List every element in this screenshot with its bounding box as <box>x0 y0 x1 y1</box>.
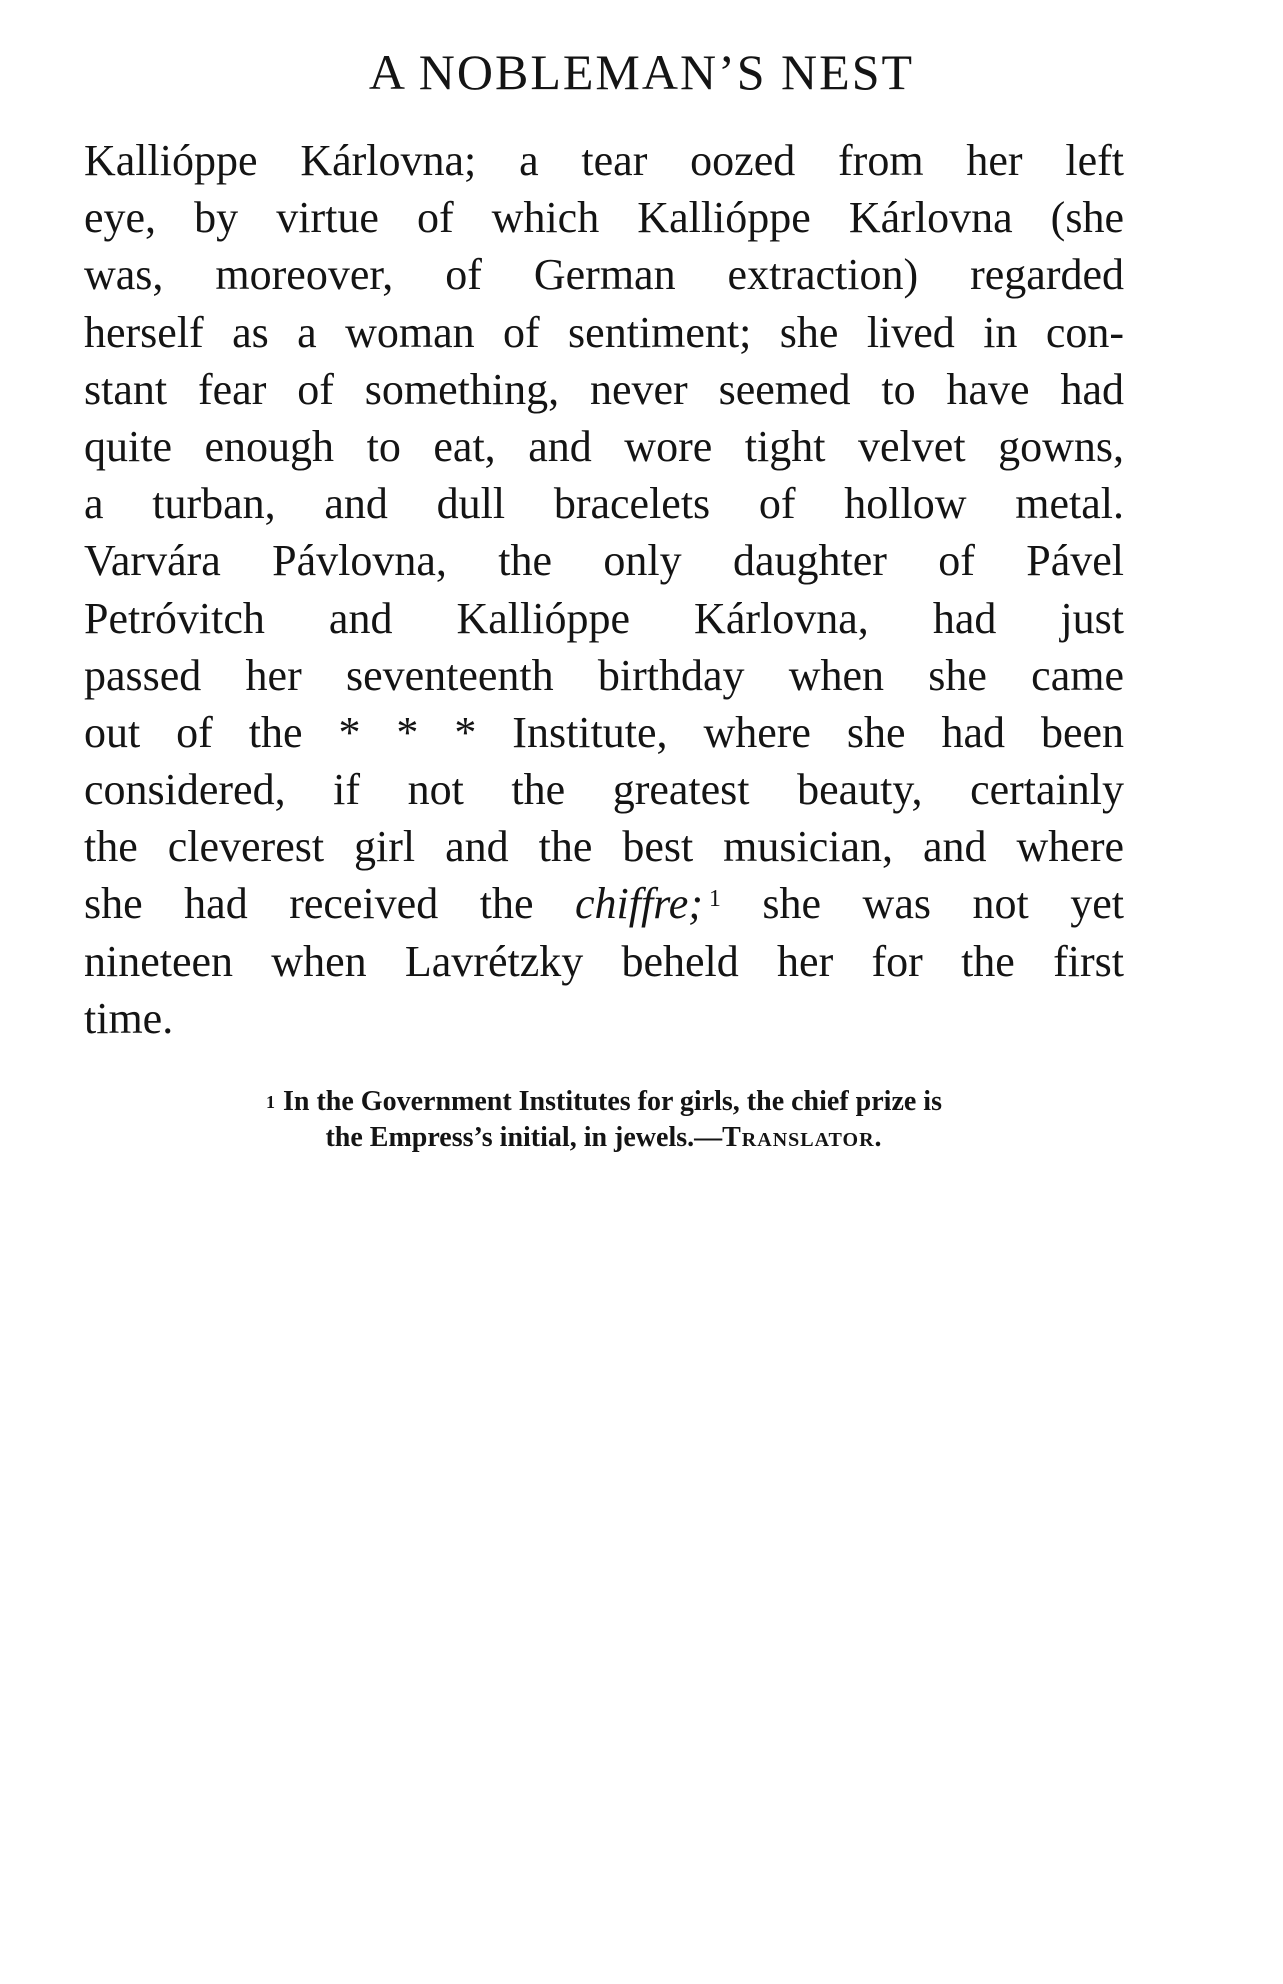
text-line: nineteen when Lavrétzky beheld her for the first <box>84 936 1124 986</box>
italic-term: chiffre; <box>575 879 703 929</box>
running-title: A NOBLEMAN’S NEST <box>368 44 915 100</box>
text-line: time. <box>84 993 174 1043</box>
footnote-text: In the Government Institutes for girls, the chief prize is <box>283 1086 942 1117</box>
text-line-with-footnote-ref <box>84 875 1124 932</box>
footnote-line <box>84 1120 1124 1156</box>
text-line: out of the * * * Institute, where she had been <box>84 707 1124 757</box>
text-line: was, moreover, of German extraction) regarded <box>84 250 1124 300</box>
footnote-reference: 1 <box>708 886 721 913</box>
text-line: Varvára Pávlovna, the only daughter of Pável <box>84 536 1124 586</box>
text-segment: she had received the <box>84 879 534 929</box>
text-line: the cleverest girl and the best musician, and where <box>84 822 1124 872</box>
text-line: Kallióppe Kárlovna; a tear oozed from her left <box>84 136 1124 185</box>
text-line: passed her seventeenth birthday when she came <box>84 650 1124 700</box>
footnote-marker: 1 <box>266 1092 276 1112</box>
text-line: stant fear of something, never seemed to have had <box>84 364 1124 414</box>
text-line: Petróvitch and Kallióppe Kárlovna, had just <box>84 593 1124 643</box>
body-text <box>84 132 1124 1047</box>
footnote-text: the Empress’s initial, in jewels.— <box>325 1122 723 1153</box>
text-line: a turban, and dull bracelets of hollow metal. <box>84 479 1124 529</box>
text-line: eye, by virtue of which Kallióppe Kárlovna (she <box>84 193 1124 243</box>
footnote-line <box>84 1084 1124 1120</box>
footnote <box>84 1084 1124 1156</box>
text-line: herself as a woman of sentiment; she lived in con- <box>84 307 1124 357</box>
text-line: considered, if not the greatest beauty, certainly <box>84 765 1124 815</box>
text-line: quite enough to eat, and wore tight velvet gowns, <box>84 421 1124 471</box>
text-segment: she was not yet <box>762 879 1124 929</box>
footnote-credit: Translator. <box>722 1122 883 1153</box>
